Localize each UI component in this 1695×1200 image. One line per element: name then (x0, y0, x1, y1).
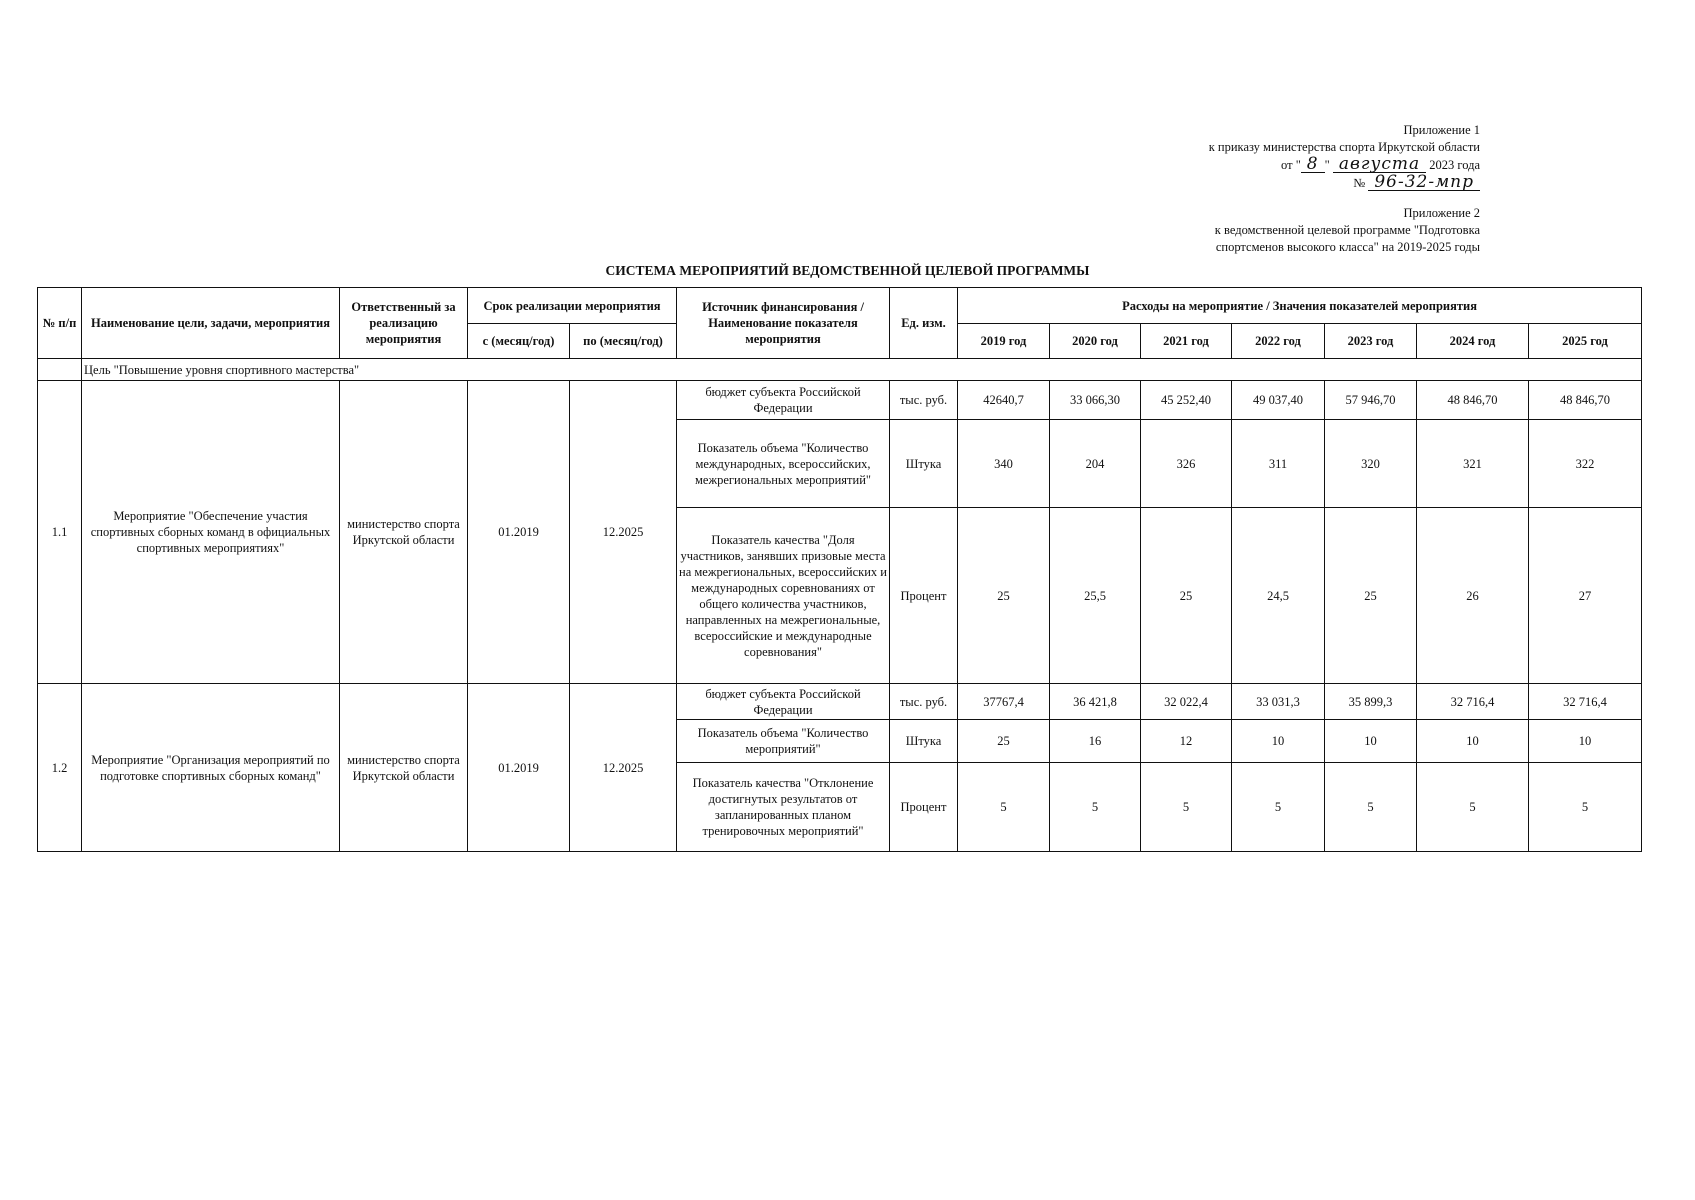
unit-cell: Процент (890, 763, 958, 852)
col-period: Срок реализации мероприятия (468, 288, 677, 324)
unit-cell: тыс. руб. (890, 684, 958, 720)
value-cell: 5 (958, 763, 1050, 852)
value-cell: 33 066,30 (1050, 381, 1141, 420)
value-cell: 311 (1232, 420, 1325, 508)
value-cell: 326 (1141, 420, 1232, 508)
appendix-1-order-ref: к приказу министерства спорта Иркутской области (1208, 140, 1480, 154)
value-cell: 57 946,70 (1325, 381, 1417, 420)
value-cell: 32 022,4 (1141, 684, 1232, 720)
value-cell: 36 421,8 (1050, 684, 1141, 720)
measure-to: 12.2025 (570, 684, 677, 852)
value-cell: 48 846,70 (1529, 381, 1642, 420)
source-cell: Показатель качества "Отклонение достигнутых результатов от запланированных планом тренировочных мероприятий" (677, 763, 890, 852)
appendix-2-program-years: спортсменов высокого класса" на 2019-2025 годы (1215, 240, 1480, 254)
appendix-1-number: № 96-32-мпр (1209, 174, 1480, 192)
col-num: № п/п (38, 288, 82, 359)
measure-responsible: министерство спорта Иркутской области (340, 684, 468, 852)
value-cell: 5 (1050, 763, 1141, 852)
handwritten-month: августа (1333, 156, 1426, 173)
value-cell: 321 (1417, 420, 1529, 508)
col-responsible: Ответственный за реализацию мероприятия (340, 288, 468, 359)
measure-responsible: министерство спорта Иркутской области (340, 381, 468, 684)
col-year: 2019 год (958, 324, 1050, 359)
table-row (38, 381, 1642, 420)
measure-num: 1.2 (38, 684, 82, 852)
appendix-2-program-ref: к ведомственной целевой программе "Подготовка (1214, 223, 1480, 237)
value-cell: 5 (1141, 763, 1232, 852)
value-cell: 16 (1050, 720, 1141, 763)
measure-num: 1.1 (38, 381, 82, 684)
value-cell: 32 716,4 (1417, 684, 1529, 720)
value-cell: 10 (1529, 720, 1642, 763)
value-cell: 25 (958, 720, 1050, 763)
value-cell: 5 (1529, 763, 1642, 852)
value-cell: 320 (1325, 420, 1417, 508)
value-cell: 25 (1141, 508, 1232, 684)
handwritten-day: 8 (1301, 156, 1325, 173)
appendix-2-header (1215, 205, 1480, 256)
source-cell: Показатель объема "Количество мероприятий" (677, 720, 890, 763)
value-cell: 25 (958, 508, 1050, 684)
measure-name: Мероприятие "Обеспечение участия спортивных сборных команд в официальных спортивных мероприятиях" (82, 381, 340, 684)
col-year: 2021 год (1141, 324, 1232, 359)
value-cell: 204 (1050, 420, 1141, 508)
col-from: с (месяц/год) (468, 324, 570, 359)
value-cell: 10 (1417, 720, 1529, 763)
header-row-1 (38, 288, 1642, 324)
value-cell: 25,5 (1050, 508, 1141, 684)
source-cell: бюджет субъекта Российской Федерации (677, 684, 890, 720)
value-cell: 340 (958, 420, 1050, 508)
value-cell: 10 (1232, 720, 1325, 763)
measure-from: 01.2019 (468, 684, 570, 852)
value-cell: 10 (1325, 720, 1417, 763)
value-cell: 48 846,70 (1417, 381, 1529, 420)
value-cell: 24,5 (1232, 508, 1325, 684)
appendix-1-label: Приложение 1 (1403, 123, 1480, 137)
value-cell: 33 031,3 (1232, 684, 1325, 720)
value-cell: 49 037,40 (1232, 381, 1325, 420)
goal-text: Цель "Повышение уровня спортивного мастерства" (82, 359, 1642, 381)
col-source: Источник финансирования / Наименование показателя мероприятия (677, 288, 890, 359)
goal-row (38, 359, 1642, 381)
unit-cell: Штука (890, 720, 958, 763)
value-cell: 25 (1325, 508, 1417, 684)
col-year: 2020 год (1050, 324, 1141, 359)
unit-cell: Процент (890, 508, 958, 684)
appendix-2-label: Приложение 2 (1403, 206, 1480, 220)
value-cell: 26 (1417, 508, 1529, 684)
col-year: 2025 год (1529, 324, 1642, 359)
source-cell: Показатель качества "Доля участников, занявших призовые места на межрегиональных, всероссийских и международных соревнованиях от общего количества участников, направленных на межрегиональные, всероссийские и международные соревнования" (677, 508, 890, 684)
col-unit: Ед. изм. (890, 288, 958, 359)
value-cell: 322 (1529, 420, 1642, 508)
value-cell: 5 (1417, 763, 1529, 852)
value-cell: 12 (1141, 720, 1232, 763)
value-cell: 45 252,40 (1141, 381, 1232, 420)
appendix-1-date: от " 8 " августа 2023 года (1281, 154, 1480, 174)
value-cell: 5 (1232, 763, 1325, 852)
unit-cell: тыс. руб. (890, 381, 958, 420)
table-row (38, 684, 1642, 720)
measure-name: Мероприятие "Организация мероприятий по подготовке спортивных сборных команд" (82, 684, 340, 852)
handwritten-number: 96-32-мпр (1368, 174, 1480, 191)
document-title: СИСТЕМА МЕРОПРИЯТИЙ ВЕДОМСТВЕННОЙ ЦЕЛЕВОЙ ПРОГРАММЫ (605, 263, 1090, 278)
measure-from: 01.2019 (468, 381, 570, 684)
unit-cell: Штука (890, 420, 958, 508)
measure-to: 12.2025 (570, 381, 677, 684)
col-expenses: Расходы на мероприятие / Значения показателей мероприятия (958, 288, 1642, 324)
source-cell: бюджет субъекта Российской Федерации (677, 381, 890, 420)
appendix-1-header (1209, 122, 1480, 192)
col-to: по (месяц/год) (570, 324, 677, 359)
value-cell: 42640,7 (958, 381, 1050, 420)
value-cell: 5 (1325, 763, 1417, 852)
col-name: Наименование цели, задачи, мероприятия (82, 288, 340, 359)
col-year: 2022 год (1232, 324, 1325, 359)
value-cell: 37767,4 (958, 684, 1050, 720)
value-cell: 27 (1529, 508, 1642, 684)
value-cell: 32 716,4 (1529, 684, 1642, 720)
value-cell: 35 899,3 (1325, 684, 1417, 720)
measures-table (37, 287, 1642, 852)
col-year: 2024 год (1417, 324, 1529, 359)
col-year: 2023 год (1325, 324, 1417, 359)
source-cell: Показатель объема "Количество международных, всероссийских, межрегиональных мероприятий" (677, 420, 890, 508)
